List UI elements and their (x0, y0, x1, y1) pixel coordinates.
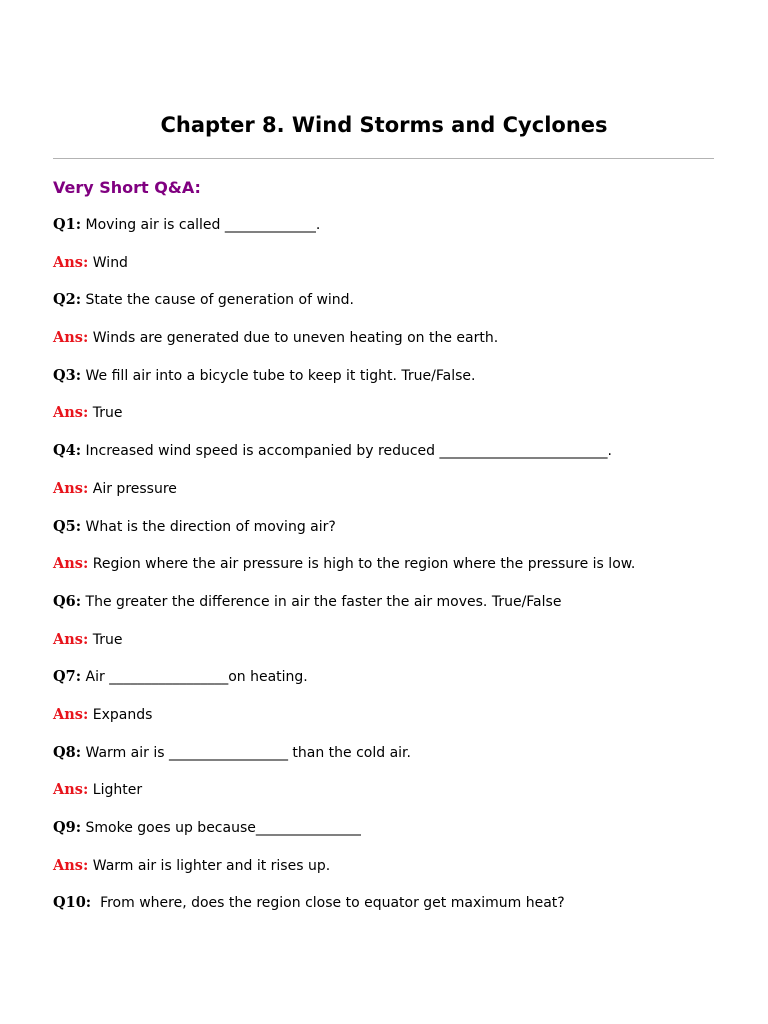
question-line (53, 213, 743, 251)
answer-line (53, 703, 743, 741)
question-line (53, 590, 743, 628)
question-line (53, 515, 743, 553)
question-text: State the cause of generation of wind. (81, 292, 354, 309)
answer-text: True (88, 631, 123, 648)
answer-line (53, 628, 743, 666)
answer-label: Ans: (53, 404, 89, 422)
answer-label: Ans: (53, 479, 89, 497)
qa-list (53, 213, 743, 929)
page-title: Chapter 8. Wind Storms and Cyclones (160, 113, 608, 137)
question-label: Q9: (53, 819, 82, 836)
question-line (53, 891, 743, 929)
answer-line (53, 251, 743, 289)
answer-label: Ans: (53, 630, 89, 648)
answer-text: Warm air is lighter and it rises up. (88, 857, 331, 874)
answer-text: Lighter (88, 782, 143, 799)
answer-text: Winds are generated due to uneven heating on the earth. (88, 330, 499, 347)
question-label: Q8: (53, 743, 82, 761)
answer-line (53, 552, 743, 590)
question-label: Q7: (53, 668, 82, 686)
answer-label: Ans: (53, 555, 89, 573)
question-label: Q3: (53, 366, 82, 384)
question-line (53, 439, 743, 477)
question-text: From where, does the region close to equator get maximum heat? (91, 895, 565, 912)
question-label: Q10: (53, 894, 92, 912)
answer-label: Ans: (53, 253, 89, 271)
question-text: Moving air is called _____________. (81, 217, 321, 233)
answer-text: Region where the air pressure is high to the region where the pressure is low. (88, 556, 636, 573)
question-label: Q5: (53, 517, 82, 535)
question-text: What is the direction of moving air? (81, 518, 336, 535)
answer-label: Ans: (53, 781, 89, 799)
answer-line (53, 778, 743, 816)
question-label: Q2: (53, 291, 82, 309)
question-line (53, 741, 743, 779)
question-text: Increased wind speed is accompanied by reduced ________________________. (81, 443, 612, 460)
answer-label: Ans: (53, 329, 89, 347)
question-line (53, 364, 743, 402)
title-divider (53, 158, 714, 159)
answer-label: Ans: (53, 705, 89, 723)
question-label: Q1: (53, 216, 82, 233)
answer-text: True (88, 405, 123, 422)
question-line (53, 665, 743, 703)
answer-line (53, 854, 743, 892)
question-text: The greater the difference in air the faster the air moves. True/False (81, 593, 562, 610)
question-text: Warm air is _________________ than the cold air. (81, 744, 411, 761)
answer-text: Air pressure (88, 480, 177, 497)
question-text: Smoke goes up because_______________ (81, 820, 361, 836)
answer-label: Ans: (53, 856, 89, 874)
answer-text: Expands (88, 706, 153, 723)
answer-line (53, 477, 743, 515)
question-text: We fill air into a bicycle tube to keep it tight. True/False. (81, 367, 476, 384)
question-line (53, 288, 743, 326)
answer-line (53, 401, 743, 439)
section-heading: Very Short Q&A: (53, 178, 201, 197)
question-line (53, 816, 743, 854)
question-text: Air _________________on heating. (81, 669, 308, 686)
answer-line (53, 326, 743, 364)
question-label: Q4: (53, 442, 82, 460)
answer-text: Wind (88, 254, 128, 271)
question-label: Q6: (53, 592, 82, 610)
